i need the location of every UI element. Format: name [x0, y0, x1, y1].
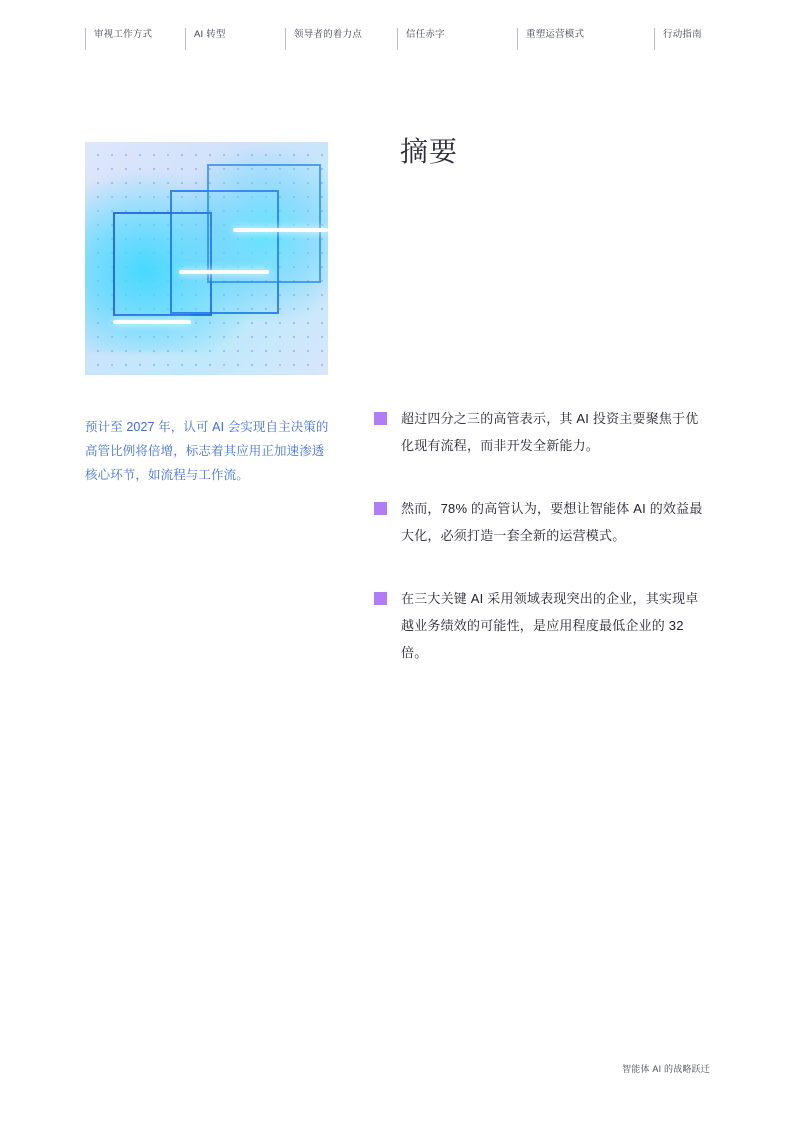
white-highlight-bar-2: [179, 270, 269, 274]
nav-item-label: 信任赤字: [406, 29, 445, 40]
nav-item-5[interactable]: [654, 28, 710, 50]
nav-item-label: 领导者的着力点: [294, 29, 362, 40]
nav-item-0[interactable]: [85, 28, 185, 50]
callout-text: 预计至 2027 年，认可 AI 会实现自主决策的高管比例将倍增，标志着其应用正加速渗透核心环节，如流程与工作流。: [85, 420, 329, 482]
list-item-text: 然而，78% 的高管认为，要想让智能体 AI 的效益最大化，必须打造一套全新的运营模式。: [401, 501, 703, 543]
top-navigation: [85, 28, 710, 52]
nav-item-1[interactable]: [185, 28, 285, 50]
square-bullet-icon: [374, 592, 387, 605]
list-item-text: 超过四分之三的高管表示，其 AI 投资主要聚焦于优化现有流程，而非开发全新能力。: [401, 411, 699, 453]
nav-item-label: 审视工作方式: [94, 29, 153, 40]
square-bullet-icon: [374, 412, 387, 425]
abstract-blue-gradient-rectangles-image: [85, 142, 328, 375]
page-title: 摘要: [400, 136, 459, 167]
nav-item-2[interactable]: [285, 28, 397, 50]
white-highlight-bar-1: [113, 320, 191, 324]
footer-text: 智能体 AI 的战略跃迁: [622, 1064, 710, 1074]
list-item: [374, 405, 710, 459]
nav-item-label: AI 转型: [194, 29, 226, 40]
outline-rectangle-3: [207, 164, 321, 283]
nav-item-label: 行动指南: [663, 29, 702, 40]
list-item: [374, 495, 710, 549]
nav-item-label: 重塑运营模式: [526, 29, 585, 40]
list-item: [374, 585, 710, 666]
white-highlight-bar-3: [233, 228, 328, 232]
list-item-text: 在三大关键 AI 采用领域表现突出的企业，其实现卓越业务绩效的可能性，是应用程度最低企业的 32 倍。: [401, 591, 699, 660]
nav-item-3[interactable]: [397, 28, 517, 50]
nav-item-4[interactable]: [517, 28, 654, 50]
summary-bullet-list: [374, 405, 710, 702]
square-bullet-icon: [374, 502, 387, 515]
